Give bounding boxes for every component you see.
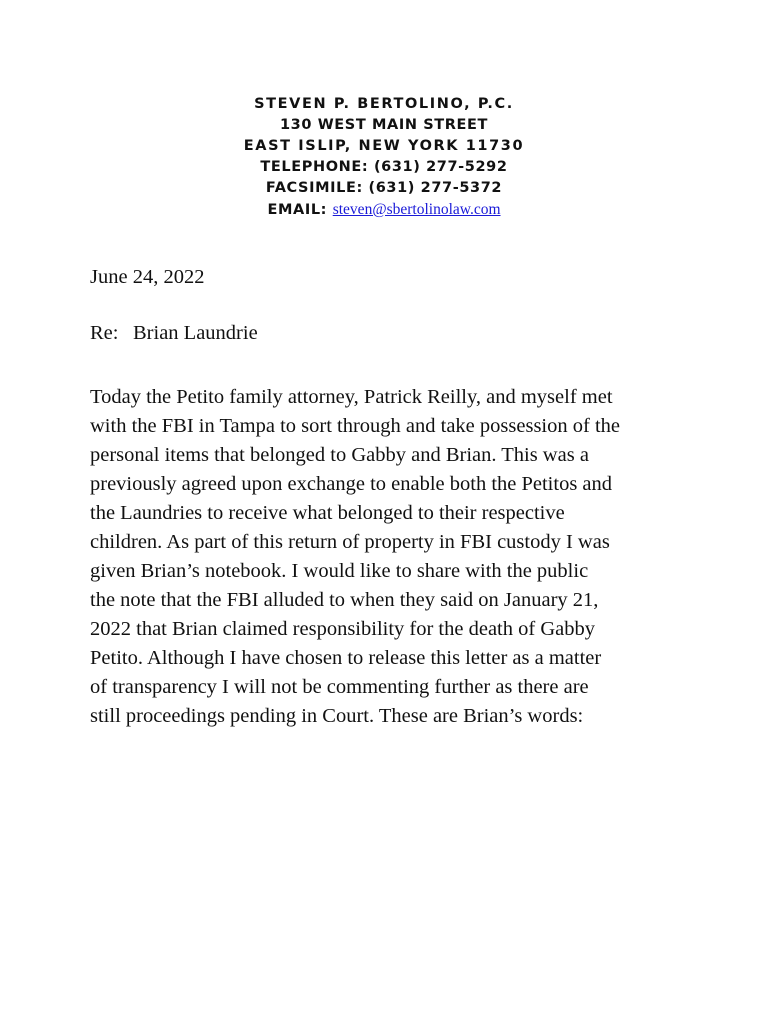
body-line: 2022 that Brian claimed responsibility for the death of Gabby [90, 618, 595, 640]
body-line: the Laundries to receive what belonged to their respective [90, 502, 565, 524]
body-line: personal items that belonged to Gabby and Brian. This was a [90, 444, 589, 466]
firm-name: STEVEN P. BERTOLINO, P.C. [254, 96, 514, 112]
letter-body [90, 383, 690, 731]
body-line: of transparency I will not be commenting further as there are [90, 676, 589, 698]
body-line: Petito. Although I have chosen to release this letter as a matter [90, 647, 602, 669]
body-line: Today the Petito family attorney, Patrick Reilly, and myself met [90, 386, 613, 408]
subject-line [90, 319, 690, 348]
body-line: previously agreed upon exchange to enable both the Petitos and [90, 473, 613, 495]
city-address: EAST ISLIP, NEW YORK 11730 [243, 138, 525, 154]
re-label: Re: [90, 322, 119, 344]
re-subject: Brian Laundrie [133, 322, 258, 344]
body-line: children. As part of this return of property in FBI custody I was [90, 531, 610, 553]
facsimile-line: FACSIMILE: (631) 277-5372 [265, 180, 503, 196]
letterhead [0, 94, 768, 221]
letter-date: June 24, 2022 [90, 266, 205, 288]
email-link[interactable]: steven@sbertolinolaw.com [332, 201, 501, 218]
body-line: with the FBI in Tampa to sort through and take possession of the [90, 415, 620, 437]
street-address: 130 WEST MAIN STREET [279, 117, 489, 133]
email-label: EMAIL: [267, 202, 328, 218]
email-line [0, 199, 768, 221]
body-line: given Brian’s notebook. I would like to share with the public [90, 560, 589, 582]
body-line: still proceedings pending in Court. These are Brian’s words: [90, 705, 584, 727]
telephone-line: TELEPHONE: (631) 277-5292 [260, 159, 508, 175]
body-line: the note that the FBI alluded to when they said on January 21, [90, 589, 599, 611]
